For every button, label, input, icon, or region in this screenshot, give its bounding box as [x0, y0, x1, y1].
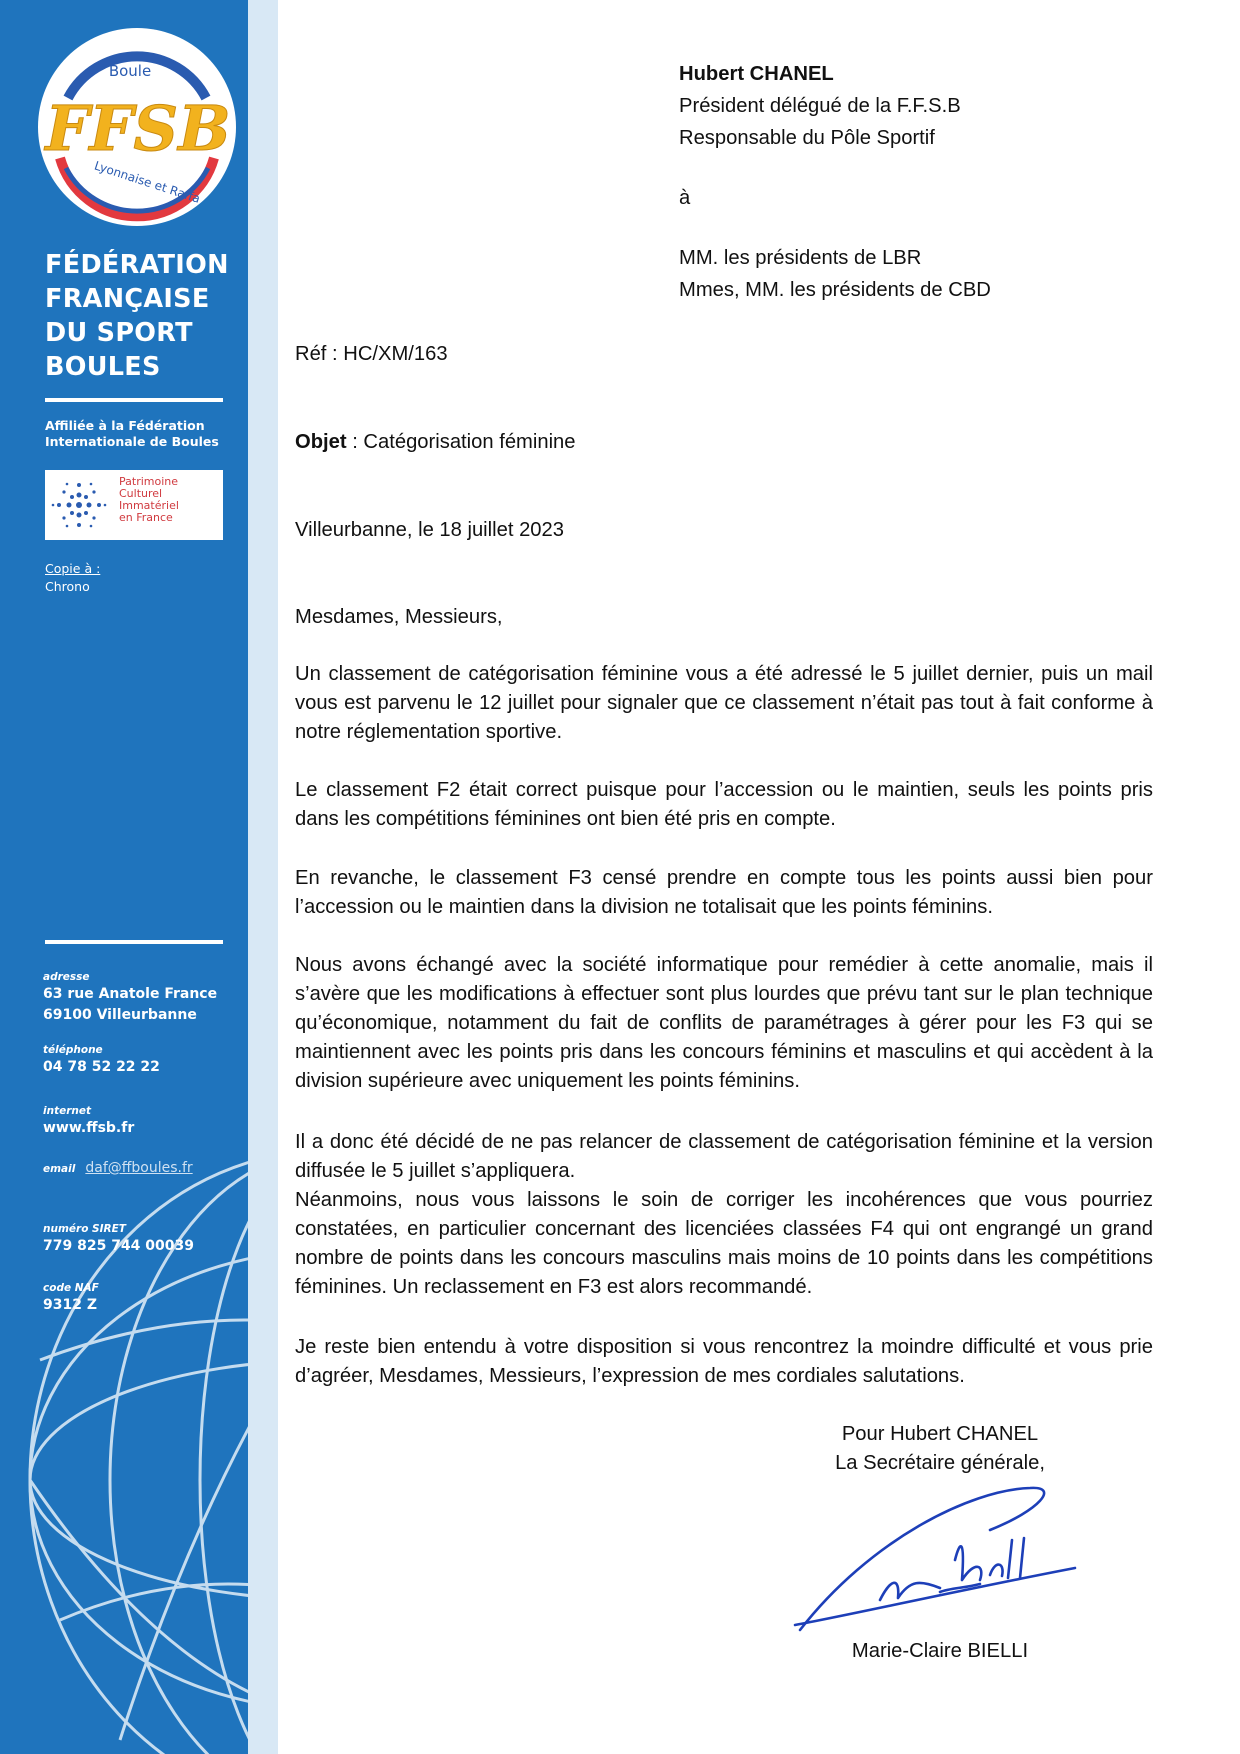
- signoff-line: La Secrétaire générale,: [835, 1452, 1045, 1474]
- sender-title: Responsable du Pôle Sportif: [679, 127, 935, 149]
- subject-text: Catégorisation féminine: [363, 431, 576, 453]
- signoff-line: Pour Hubert CHANEL: [841, 1423, 1039, 1445]
- address-line: 69100 Villeurbanne: [43, 1007, 197, 1023]
- recipient-line: Mmes, MM. les présidents de CBD: [679, 279, 991, 301]
- body-paragraph: Il a donc été décidé de ne pas relancer de classement de catégorisation féminine et la version diffusée le 5 juillet s’appliquera.: [295, 1131, 1153, 1182]
- signatory-name: Marie-Claire BIELLI: [851, 1640, 1029, 1662]
- letter-date: Villeurbanne, le 18 juillet 2023: [295, 519, 564, 541]
- sender-title: Président délégué de la F.F.S.B: [679, 95, 961, 117]
- svg-text:Boule: Boule: [108, 62, 152, 80]
- svg-text:Lyonnaise et Raffa: Lyonnaise et Raffa: [92, 158, 202, 206]
- address-label: adresse: [43, 971, 90, 983]
- org-name-line: FÉDÉRATION: [45, 250, 229, 280]
- phone-label: téléphone: [43, 1044, 103, 1056]
- email-link[interactable]: daf@ffboules.fr: [85, 1160, 193, 1176]
- naf-code: 9312 Z: [43, 1297, 97, 1313]
- affiliation-line: Internationale de Boules: [45, 434, 219, 449]
- signoff: [740, 1420, 1140, 1478]
- sender-recipient-block: [679, 58, 991, 306]
- affiliation-line: Affiliée à la Fédération: [45, 418, 205, 433]
- sender-name: Hubert CHANEL: [679, 63, 834, 85]
- subject-separator: :: [346, 431, 364, 453]
- svg-text:FFSB: FFSB: [45, 92, 231, 165]
- siret-label: numéro SIRET: [43, 1223, 126, 1235]
- greeting: Mesdames, Messieurs,: [295, 606, 503, 628]
- phone-number: 04 78 52 22 22: [43, 1059, 160, 1075]
- body-paragraph: Nous avons échangé avec la société informatique pour remédier à cette anomalie, mais il s’avère que les modifications à effectuer sont plus lourdes que prévu tant sur le plan technique qu’économique, notamment du fait de conflits de paramétrages à gérer pour les F3 qui se maintiennent avec les points pris dans les concours féminins et masculins et qui accèdent à la division supérieure avec uniquement les points féminins.: [295, 954, 1153, 1092]
- copy-label: Copie à :: [45, 561, 101, 576]
- heritage-line: Patrimoine: [119, 475, 179, 488]
- body-paragraph: Le classement F2 était correct puisque pour l’accession ou le maintien, seuls les points pris dans les compétitions féminines ont bien été pris en compte.: [295, 779, 1153, 830]
- address-line: 63 rue Anatole France: [43, 986, 218, 1002]
- reference: Réf : HC/XM/163: [295, 343, 448, 365]
- body-paragraph: Un classement de catégorisation féminine vous a été adressé le 5 juillet dernier, puis un mail vous est parvenu le 12 juillet pour signaler que ce classement n’était pas tout à fait conforme à notre réglementation sportive.: [295, 663, 1153, 743]
- heritage-line: Immatériel: [119, 499, 179, 512]
- body-paragraph: Je reste bien entendu à votre disposition si vous rencontrez la moindre difficulté et vous prie d’agréer, Mesdames, Messieurs, l’expression de mes cordiales salutations.: [295, 1336, 1153, 1387]
- heritage-line: Culturel: [119, 487, 163, 500]
- org-name-line: DU SPORT: [45, 318, 193, 348]
- body-paragraph: En revanche, le classement F3 censé prendre en compte tous les points aussi bien pour l’accession ou le maintien dans la division ne totalisait que les points féminins.: [295, 867, 1153, 918]
- org-name-line: FRANÇAISE: [45, 284, 210, 314]
- body-paragraph: Néanmoins, nous vous laissons le soin de corriger les incohérences que vous pourriez constatées, en particulier concernant des licenciées classées F4 qui ont engrangé un grand nombre de points dans les concours masculins mais moins de 10 points dans les compétitions féminines. Un reclassement en F3 est alors recommandé.: [295, 1189, 1153, 1298]
- org-name-line: BOULES: [45, 352, 161, 382]
- handwritten-signature: [790, 1480, 1090, 1640]
- naf-label: code NAF: [43, 1282, 99, 1294]
- recipient-line: MM. les présidents de LBR: [679, 247, 922, 269]
- to-marker: à: [679, 187, 691, 209]
- subject-label: Objet: [295, 431, 347, 453]
- subject-line: [295, 426, 576, 458]
- siret-number: 779 825 744 00039: [43, 1238, 194, 1254]
- copy-value: Chrono: [45, 579, 90, 594]
- website-label: internet: [43, 1105, 92, 1117]
- heritage-line: en France: [119, 511, 173, 524]
- website-link[interactable]: www.ffsb.fr: [43, 1120, 135, 1136]
- email-label: email: [43, 1163, 76, 1175]
